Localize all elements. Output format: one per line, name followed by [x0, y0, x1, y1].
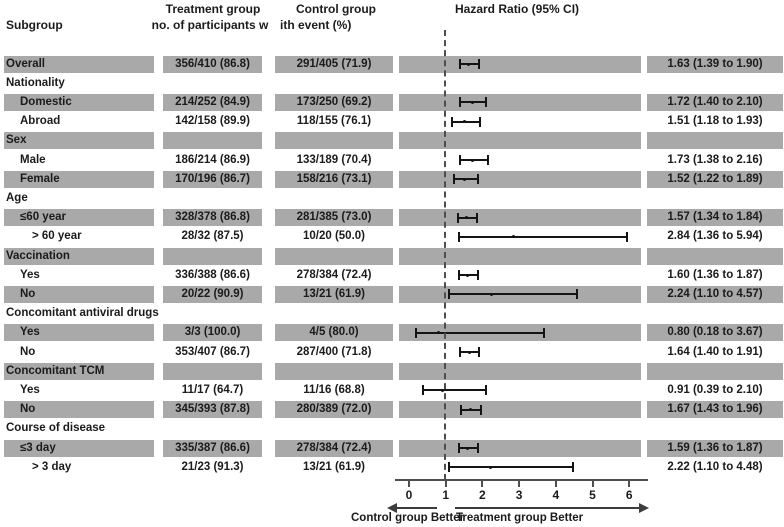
axis-tick-label: 5: [589, 488, 596, 502]
axis-tick-label: 6: [625, 488, 633, 502]
row-band: [275, 363, 393, 380]
subgroup-label: No: [20, 403, 36, 416]
hr-ci-value: 1.60 (1.36 to 1.87): [667, 268, 763, 281]
control-value: 173/250 (69.2): [296, 95, 372, 108]
reference-line-hr1: [444, 30, 446, 480]
subgroup-label: ≤60 year: [20, 211, 66, 224]
ci-cap-low: [458, 232, 460, 242]
ci-cap-low: [459, 97, 461, 107]
col-header-event-pct: ith event (%): [280, 18, 352, 32]
ci-cap-low: [448, 289, 450, 299]
subgroup-label: Domestic: [20, 95, 72, 108]
control-value: 133/189 (70.4): [296, 153, 372, 166]
section-label: Vaccination: [6, 249, 70, 262]
treatment-value: 186/214 (86.9): [175, 153, 250, 166]
row-band: [399, 363, 641, 380]
axis-line: [395, 479, 648, 481]
row-band: [399, 171, 641, 188]
ci-cap-high: [477, 174, 479, 184]
ci-bar: [416, 332, 544, 334]
section-label: Course of disease: [6, 422, 106, 435]
hr-ci-value: 1.73 (1.38 to 2.16): [667, 153, 763, 166]
col-header-treatment-group: Treatment group: [165, 2, 261, 16]
ci-cap-high: [477, 270, 479, 280]
control-value: 158/216 (73.1): [296, 172, 372, 185]
row-band: [399, 94, 641, 111]
subgroup-label: No: [20, 345, 36, 358]
treatment-value: 345/393 (87.8): [175, 403, 250, 416]
ci-cap-high: [480, 405, 482, 415]
hr-point: [512, 235, 515, 238]
row-band: [163, 248, 262, 265]
row-band: [647, 132, 783, 149]
ci-cap-high: [487, 155, 489, 165]
subgroup-label: ≤3 day: [20, 441, 56, 454]
row-band: [399, 248, 641, 265]
treatment-value: 20/22 (90.9): [181, 287, 244, 300]
ci-cap-low: [422, 385, 424, 395]
hr-point: [489, 466, 492, 469]
hr-point: [466, 274, 469, 277]
ci-cap-low: [460, 405, 462, 415]
ci-bar: [449, 293, 576, 295]
hr-ci-value: 2.24 (1.10 to 4.57): [667, 287, 763, 300]
ci-bar: [452, 121, 480, 123]
row-band: [4, 132, 154, 149]
axis-tick-label: 4: [552, 488, 560, 502]
hr-ci-value: 2.84 (1.36 to 5.94): [667, 230, 763, 243]
right-arrowhead-icon: [639, 503, 649, 513]
axis-tick-label: 3: [515, 488, 523, 502]
axis-tick: [592, 481, 594, 487]
row-band: [163, 132, 262, 149]
row-band: [399, 132, 641, 149]
ci-bar: [459, 236, 627, 238]
row-band: [399, 401, 641, 418]
section-label: Age: [6, 191, 28, 204]
row-band: [647, 248, 783, 265]
treatment-value: 214/252 (84.9): [175, 95, 250, 108]
left-arrow: [396, 507, 437, 509]
hr-ci-value: 1.72 (1.40 to 2.10): [667, 95, 763, 108]
axis-tick: [628, 481, 630, 487]
row-band: [275, 248, 393, 265]
ci-bar: [449, 466, 573, 468]
hr-ci-value: 0.80 (0.18 to 3.67): [667, 326, 763, 339]
ci-bar: [423, 389, 486, 391]
ci-cap-low: [448, 462, 450, 472]
axis-tick-label: 0: [405, 488, 413, 502]
section-label: Nationality: [6, 76, 65, 89]
ci-cap-low: [459, 347, 461, 357]
col-header-subgroup: Subgroup: [6, 18, 63, 32]
hr-ci-value: 1.63 (1.39 to 1.90): [667, 57, 763, 70]
hr-ci-value: 2.22 (1.10 to 4.48): [667, 460, 763, 473]
treatment-value: 353/407 (86.7): [175, 345, 250, 358]
row-band: [163, 363, 262, 380]
axis-tick: [555, 481, 557, 487]
row-band: [399, 440, 641, 457]
axis-tick-label: 2: [479, 488, 486, 502]
ci-cap-low: [458, 443, 460, 453]
ci-cap-high: [477, 443, 479, 453]
control-value: 10/20 (50.0): [302, 230, 365, 243]
control-value: 4/5 (80.0): [309, 326, 359, 339]
subgroup-label: Female: [20, 172, 60, 185]
ci-cap-low: [458, 270, 460, 280]
subgroup-label: > 3 day: [32, 460, 72, 473]
hr-point: [471, 159, 474, 162]
treatment-value: 336/388 (86.6): [175, 268, 250, 281]
subgroup-label: No: [20, 287, 36, 300]
treatment-value: 335/387 (86.6): [175, 441, 250, 454]
ci-cap-high: [476, 213, 478, 223]
hr-ci-value: 1.64 (1.40 to 1.91): [667, 345, 763, 358]
ci-cap-high: [478, 347, 480, 357]
right-arrow: [455, 507, 639, 509]
hr-ci-value: 0.91 (0.39 to 2.10): [667, 383, 763, 396]
ci-cap-low: [457, 213, 459, 223]
hr-ci-value: 1.57 (1.34 to 1.84): [667, 211, 763, 224]
treatment-better-label: Treatment group Better: [456, 512, 584, 524]
axis-tick: [408, 481, 410, 487]
hr-point: [467, 63, 470, 66]
section-label: Concomitant antiviral drugs: [6, 307, 159, 320]
hr-ci-value: 1.59 (1.36 to 1.87): [667, 441, 763, 454]
ci-cap-high: [626, 232, 628, 242]
ci-cap-low: [453, 174, 455, 184]
control-better-label: Control group Better: [351, 512, 465, 524]
subgroup-label: Yes: [20, 268, 40, 281]
hr-point: [466, 447, 469, 450]
control-value: 278/384 (72.4): [296, 268, 372, 281]
hr-ci-value: 1.67 (1.43 to 1.96): [667, 403, 763, 416]
ci-cap-low: [451, 117, 453, 127]
control-value: 278/384 (72.4): [296, 441, 372, 454]
ci-cap-high: [478, 59, 480, 69]
treatment-value: 356/410 (86.8): [175, 57, 250, 70]
treatment-value: 28/32 (87.5): [181, 230, 244, 243]
col-header-hazard-ratio: Hazard Ratio (95% CI): [455, 2, 580, 16]
control-value: 118/155 (76.1): [296, 115, 372, 128]
hr-ci-value: 1.52 (1.22 to 1.89): [667, 172, 763, 185]
control-value: 281/385 (73.0): [296, 211, 372, 224]
control-value: 280/389 (72.0): [296, 403, 372, 416]
ci-cap-low: [415, 328, 417, 338]
subgroup-label: Yes: [20, 383, 40, 396]
subgroup-label: Male: [20, 153, 46, 166]
ci-cap-high: [479, 117, 481, 127]
row-band: [399, 209, 641, 226]
subgroup-label: > 60 year: [32, 230, 82, 243]
ci-cap-low: [459, 155, 461, 165]
subgroup-label: Yes: [20, 326, 40, 339]
hr-point: [490, 293, 493, 296]
section-label: Concomitant TCM: [6, 364, 105, 377]
col-header-control-group: Control group: [296, 2, 376, 16]
control-value: 291/405 (71.9): [296, 57, 372, 70]
subgroup-label: Overall: [6, 57, 45, 70]
treatment-value: 170/196 (86.7): [175, 172, 250, 185]
ci-bar: [454, 178, 479, 180]
treatment-value: 142/158 (89.9): [175, 115, 250, 128]
axis-tick: [445, 481, 447, 487]
treatment-value: 21/23 (91.3): [181, 460, 244, 473]
axis-tick: [518, 481, 520, 487]
hr-point: [468, 351, 471, 354]
control-value: 287/400 (71.8): [296, 345, 372, 358]
hr-point: [463, 120, 466, 123]
hr-point: [469, 408, 472, 411]
ci-cap-high: [576, 289, 578, 299]
control-value: 11/16 (68.8): [303, 383, 365, 396]
subgroup-label: Abroad: [20, 115, 61, 128]
ci-cap-high: [543, 328, 545, 338]
section-label: Sex: [6, 134, 27, 147]
axis-tick-label: 1: [442, 488, 450, 502]
treatment-value: 11/17 (64.7): [181, 383, 244, 396]
treatment-value: 3/3 (100.0): [184, 326, 241, 339]
row-band: [399, 56, 641, 73]
control-value: 13/21 (61.9): [302, 460, 365, 473]
axis-tick: [481, 481, 483, 487]
ci-cap-high: [485, 385, 487, 395]
col-header-participants: no. of participants w: [151, 18, 269, 32]
ci-cap-high: [485, 97, 487, 107]
ci-cap-high: [572, 462, 574, 472]
control-value: 13/21 (61.9): [302, 287, 365, 300]
ci-cap-low: [459, 59, 461, 69]
row-band: [647, 363, 783, 380]
hr-point: [471, 101, 474, 104]
treatment-value: 328/378 (86.8): [175, 211, 250, 224]
hr-ci-value: 1.51 (1.18 to 1.93): [667, 115, 763, 128]
row-band: [275, 132, 393, 149]
